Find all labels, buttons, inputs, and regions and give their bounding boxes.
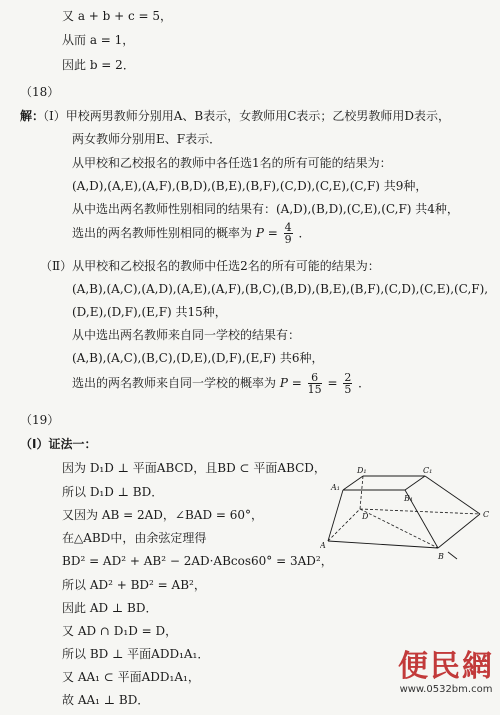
edge-c1-c [425, 476, 480, 514]
text-line: 因此 b = 2． [62, 58, 135, 72]
prob2-denominator-2: 5 [344, 383, 352, 396]
edge-d-c-hidden [360, 509, 480, 514]
label-d1: D₁ [357, 466, 367, 475]
text-line: (A,B),(A,C),(A,D),(A,E),(A,F),(B,C),(B,D),(B,E),(B,F),(C,D),(C,E),(C,F), [72, 282, 489, 296]
watermark-title: 便民網 [398, 649, 494, 684]
text-line: 因此 AD ⊥ BD． [62, 601, 158, 615]
prob2-denominator-1: 15 [307, 383, 322, 396]
prob2-numerator-1: 6 [308, 372, 322, 384]
text-line: （Ⅰ）甲校两男教师分别用A、B表示，女教师用C表示；乙校男教师用D表示， [37, 109, 451, 123]
text-line: 所以 AD² + BD² = AB²， [62, 578, 206, 592]
solution-label: 解： [20, 109, 45, 123]
text-line: 又 AD ∩ D₁D = D， [62, 624, 178, 638]
prob1-fraction [284, 222, 293, 245]
edge-a-b [328, 541, 438, 548]
label-d: D [362, 512, 369, 521]
prob2-numerator-2: 2 [344, 371, 352, 384]
probability-line-1 [72, 222, 310, 245]
prob2-var: P = [279, 376, 302, 390]
prob1-var: P = [255, 226, 278, 240]
text-line: 又因为 AB = 2AD，∠BAD = 60°， [62, 508, 264, 522]
edge-b-c [438, 514, 480, 548]
text-line: 从而 a = 1， [62, 33, 135, 47]
edge-d-b-hidden [360, 509, 438, 548]
text-line: 所以 D₁D ⊥ BD． [62, 485, 164, 499]
watermark-logo [392, 650, 500, 696]
text-line: 故 AA₁ ⊥ BD． [62, 693, 150, 707]
probability-line-2 [72, 372, 370, 395]
text-line: (D,E),(D,F),(E,F) 共15种， [72, 305, 227, 319]
watermark-url: www.0532bm.com [399, 684, 493, 695]
edge-b1-c1 [405, 476, 425, 490]
label-c: C [483, 510, 490, 519]
label-b1: B₁ [404, 494, 414, 503]
prob1-numerator: 4 [284, 221, 292, 234]
prob2-prefix: 选出的两名教师来自同一学校的概率为 [72, 376, 277, 390]
edge-stray-stroke [448, 552, 457, 559]
prob2-equals: = [327, 376, 338, 390]
prism-figure [320, 462, 495, 577]
text-line: (A,B),(A,C),(B,C),(D,E),(D,F),(E,F) 共6种， [72, 351, 324, 365]
text-line: 从中选出两名教师来自同一学校的结果有： [72, 328, 301, 342]
text-line: 从甲校和乙校报名的教师中各任选1名的所有可能的结果为： [72, 156, 392, 170]
text-line: 又 a + b + c = 5， [62, 9, 173, 23]
text-line: 在△ABD中，由余弦定理得 [62, 531, 207, 545]
text-line: 因为 D₁D ⊥ 平面ABCD，且BD ⊂ 平面ABCD， [62, 461, 326, 475]
text-line: （18） [20, 85, 60, 99]
prob2-fraction-2 [343, 372, 352, 395]
text-line: BD² = AD² + AB² − 2AD·ABcos60° = 3AD²， [62, 554, 333, 568]
label-a1: A₁ [331, 483, 340, 492]
prob1-suffix: ． [298, 226, 311, 240]
edge-d1-d-hidden [360, 476, 363, 509]
label-b: B [438, 552, 444, 561]
text-line: 两女教师分别用E、F表示． [72, 132, 222, 146]
text-line: （19） [20, 413, 60, 427]
prob2-suffix: ． [358, 376, 371, 390]
prob1-prefix: 选出的两名教师性别相同的概率为 [72, 226, 253, 240]
label-a: A [320, 541, 326, 550]
prob2-fraction-1 [308, 372, 322, 395]
text-line: 又 AA₁ ⊂ 平面ADD₁A₁， [62, 670, 200, 684]
label-c1: C₁ [423, 466, 433, 475]
text-line: 所以 BD ⊥ 平面ADD₁A₁． [62, 647, 210, 661]
text-line: 从中选出两名教师性别相同的结果有：(A,D),(B,D),(C,E),(C,F) 共4种， [72, 202, 459, 216]
text-line: （Ⅱ）从甲校和乙校报名的教师中任选2名的所有可能的结果为： [40, 259, 380, 273]
edge-a1-d1 [343, 476, 363, 490]
text-line: (A,D),(A,E),(A,F),(B,D),(B,E),(B,F),(C,D),(C,E),(C,F) 共9种， [72, 179, 428, 193]
proof-method-label: （Ⅰ）证法一： [20, 437, 97, 451]
prob1-denominator: 9 [284, 233, 292, 246]
